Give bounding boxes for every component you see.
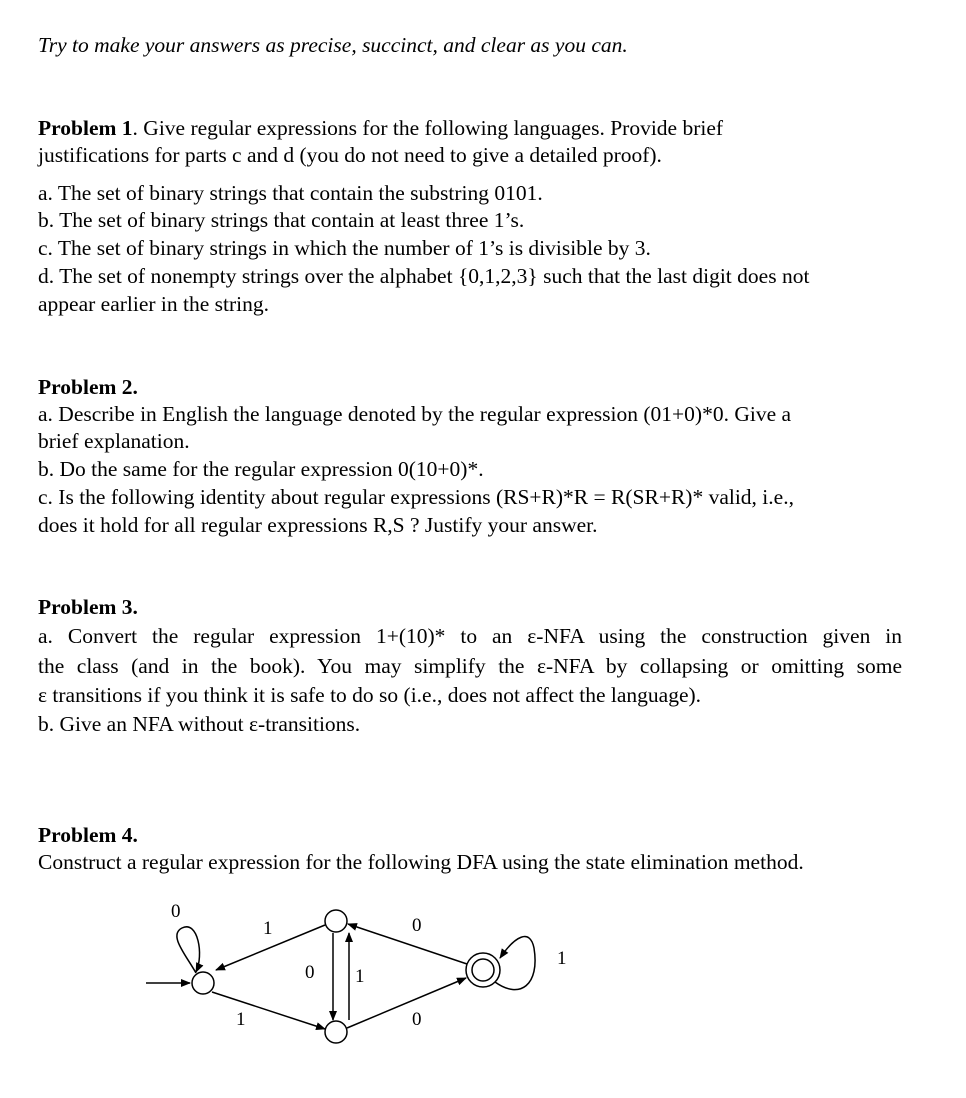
state-start	[192, 972, 214, 994]
label-final-loop: 1	[557, 948, 567, 969]
problem-2-line-5: does it hold for all regular expressions R,S ? Justify your answer.	[38, 513, 598, 537]
start-self-loop	[177, 927, 200, 973]
problem-1-line-2: justifications for parts c and d (you do not need to give a detailed proof).	[38, 143, 662, 167]
problem-1-intro: . Give regular expressions for the following languages. Provide brief	[132, 116, 724, 140]
label-top-to-start: 1	[263, 918, 273, 939]
state-bottom	[325, 1021, 347, 1043]
label-final-to-top: 0	[412, 915, 422, 936]
edge-start-to-bottom	[212, 992, 325, 1029]
problem-2-heading: Problem 2.	[38, 375, 138, 399]
state-final-outer	[466, 953, 500, 987]
problem-1-item-d: d. The set of nonempty strings over the alphabet {0,1,2,3} such that the last digit does not	[38, 264, 810, 288]
label-top-to-bottom: 0	[305, 962, 315, 983]
problem-3-line-3: ε transitions if you think it is safe to do so (i.e., does not affect the language).	[38, 683, 702, 707]
problem-1-item-b: b. The set of binary strings that contain at least three 1’s.	[38, 208, 525, 232]
problem-1-item-a: a. The set of binary strings that contain the substring 0101.	[38, 181, 543, 205]
problem-2-line-1: a. Describe in English the language denoted by the regular expression (01+0)*0. Give a	[38, 402, 792, 426]
label-bottom-to-final: 0	[412, 1009, 422, 1030]
state-top	[325, 910, 347, 932]
problem-3-line-2: the class (and in the book). You may simplify the ε-NFA by collapsing or omitting some	[38, 654, 902, 678]
problem-3-heading: Problem 3.	[38, 595, 138, 619]
final-self-loop	[495, 937, 535, 990]
problem-4-line: Construct a regular expression for the following DFA using the state elimination method.	[38, 850, 804, 874]
problem-2-line-4: c. Is the following identity about regular expressions (RS+R)*R = R(SR+R)* valid, i.e.,	[38, 485, 794, 509]
problem-3-line-4: b. Give an NFA without ε-transitions.	[38, 712, 361, 736]
edge-final-to-top	[348, 924, 467, 964]
state-final-inner	[472, 959, 494, 981]
intro-text: Try to make your answers as precise, succinct, and clear as you can.	[38, 33, 628, 57]
label-start-to-bottom: 1	[236, 1009, 246, 1030]
problem-2-line-3: b. Do the same for the regular expression 0(10+0)*.	[38, 457, 484, 481]
problem-3-line-1: a. Convert the regular expression 1+(10)* to an ε-NFA using the construction given in	[38, 624, 902, 648]
problem-1-item-d-cont: appear earlier in the string.	[38, 292, 270, 316]
problem-4-heading: Problem 4.	[38, 823, 138, 847]
edge-bottom-to-final	[347, 978, 466, 1028]
problem-1-heading: Problem 1	[38, 116, 133, 140]
problem-1-item-c: c. The set of binary strings in which the number of 1’s is divisible by 3.	[38, 236, 651, 260]
label-bottom-to-top: 1	[355, 966, 365, 987]
label-start-loop: 0	[171, 901, 181, 922]
problem-2-line-2: brief explanation.	[38, 429, 190, 453]
